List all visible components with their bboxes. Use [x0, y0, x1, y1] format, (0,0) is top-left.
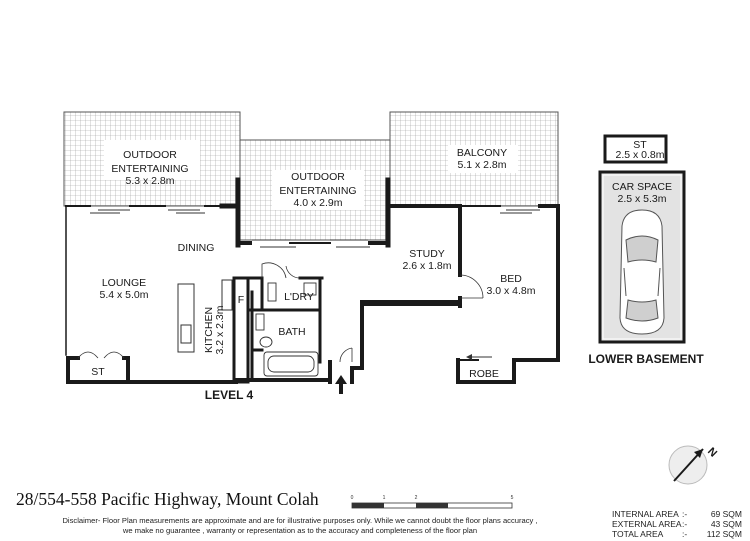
area-label: INTERNAL AREA	[612, 509, 679, 519]
car-space	[600, 172, 684, 342]
compass-north-label: N	[705, 445, 720, 460]
area-summary	[612, 509, 742, 539]
outdoor-left-dims: 5.3 x 2.8m	[125, 175, 175, 187]
outdoor-left-name: OUTDOOR	[123, 149, 177, 161]
robe-name: ROBE	[469, 368, 499, 380]
area-separator: :-	[682, 509, 688, 519]
property-address: 28/554-558 Pacific Highway, Mount Colah	[16, 489, 319, 509]
area-row	[612, 519, 742, 529]
area-separator: :-	[682, 529, 688, 539]
lounge-name: LOUNGE	[101, 277, 147, 289]
level-label: LEVEL 4	[204, 388, 254, 402]
outdoor-mid-name: OUTDOOR	[291, 171, 345, 183]
store-basement-name: ST	[633, 139, 647, 151]
area-separator: :-	[682, 519, 688, 529]
area-row	[612, 529, 742, 539]
disclaimer	[10, 516, 590, 536]
outdoor-mid-dims: 4.0 x 2.9m	[293, 197, 343, 209]
area-value: 112 SQM	[706, 529, 742, 539]
area-label: EXTERNAL AREA	[612, 519, 682, 529]
car-icon	[620, 210, 664, 334]
area-value: 69 SQM	[710, 509, 742, 519]
car-space-dims: 2.5 x 5.3m	[617, 193, 667, 205]
area-label: TOTAL AREA	[612, 529, 664, 539]
fridge-label: F	[237, 294, 245, 306]
store-basement-dims: 2.5 x 0.8m	[615, 149, 665, 161]
kitchen-name: KITCHEN	[203, 306, 215, 354]
area-value: 43 SQM	[710, 519, 742, 529]
laundry-name: L'DRY	[284, 291, 314, 303]
scale-tick-0: 0	[350, 495, 354, 501]
compass-icon	[669, 445, 719, 484]
kitchen-dims: 3.2 x 2.3m	[214, 305, 226, 355]
balcony-name: BALCONY	[456, 147, 508, 159]
scale-tick-1: 1	[382, 495, 386, 501]
balcony-dims: 5.1 x 2.8m	[457, 159, 507, 171]
bed-name: BED	[500, 273, 522, 285]
outdoor-mid-name2: ENTERTAINING	[279, 185, 357, 197]
entry-arrow-icon	[335, 375, 347, 394]
area-row	[612, 509, 742, 519]
dining-name: DINING	[177, 242, 215, 254]
study-name: STUDY	[409, 248, 445, 260]
disclaimer-line-1: Disclaimer- Floor Plan measurements are approximate and are for illustrative purposes only. While we cannot doubt the floor plans accuracy ,	[62, 516, 538, 525]
outdoor-left-name2: ENTERTAINING	[111, 163, 189, 175]
storage-name: ST	[91, 366, 105, 378]
basement-label: LOWER BASEMENT	[588, 352, 704, 366]
bed-dims: 3.0 x 4.8m	[486, 285, 536, 297]
bath-name: BATH	[278, 326, 306, 338]
scale-tick-5: 5	[510, 495, 514, 501]
study-dims: 2.6 x 1.8m	[402, 260, 452, 272]
lounge-dims: 5.4 x 5.0m	[99, 289, 149, 301]
scale-bar	[351, 495, 514, 508]
scale-tick-2: 2	[414, 495, 418, 501]
car-space-name: CAR SPACE	[612, 181, 672, 193]
disclaimer-line-2: we make no guarantee , warranty or representation as to the accuracy and completeness of the floor plan	[122, 526, 478, 535]
basement-storage	[605, 136, 666, 162]
